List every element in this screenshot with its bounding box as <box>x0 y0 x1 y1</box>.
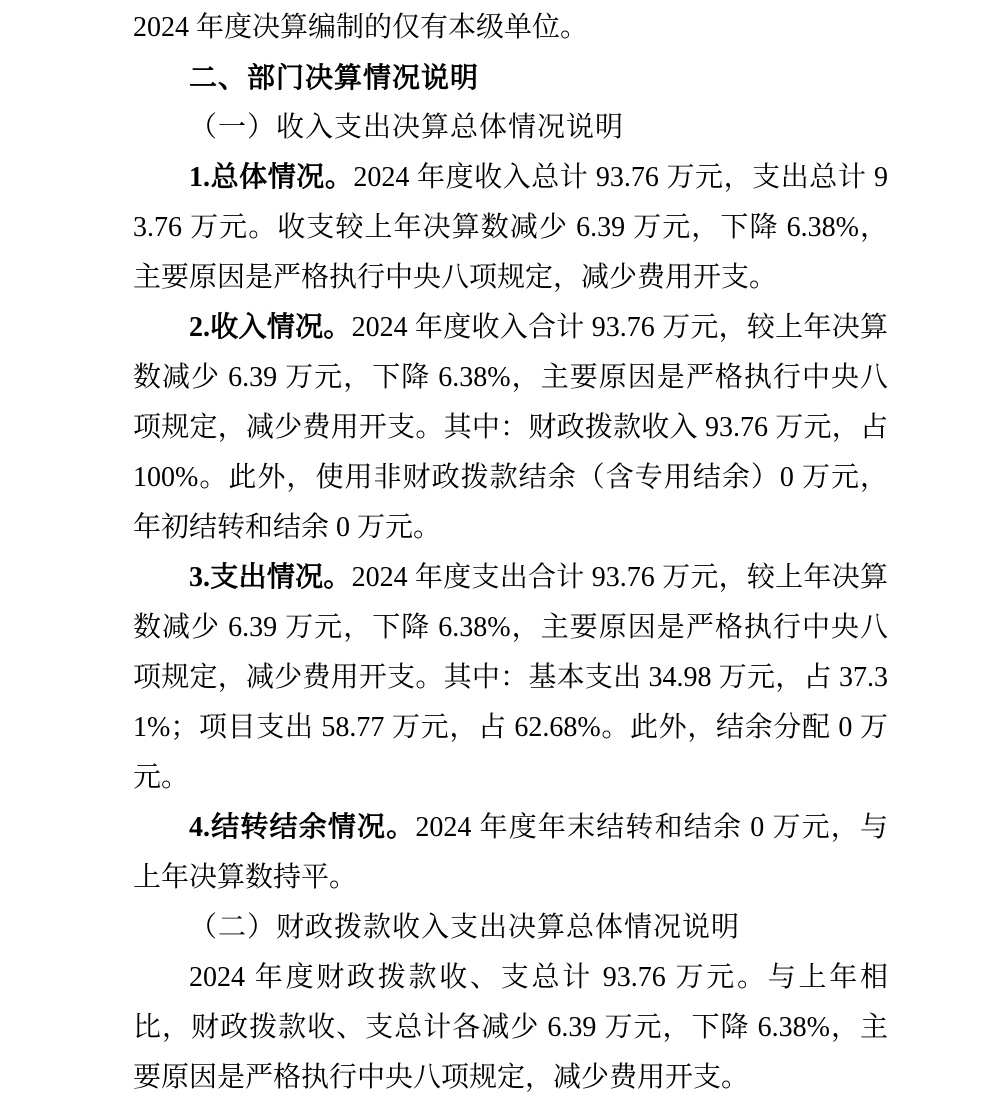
paragraph-overall-text: 2024 年度收入总计 93.76 万元，支出总计 93.76 万元。收支较上年决算数减少 6.39 万元，下降 6.38%，主要原因是严格执行中央八项规定，减少费用开支。 <box>133 162 888 293</box>
paragraph-fiscal-appropriation: 2024 年度财政拨款收、支总计 93.76 万元。与上年相比，财政拨款收、支总计各减少 6.39 万元，下降 6.38%，主要原因是严格执行中央八项规定，减少费用开支。 <box>133 962 888 1093</box>
continuation-paragraph: 2024 年度决算编制的仅有本级单位。 <box>133 12 589 43</box>
paragraph-expenditure-text: 2024 年度支出合计 93.76 万元，较上年决算数减少 6.39 万元，下降 6.38%，主要原因是严格执行中央八项规定，减少费用开支。其中：基本支出 34.98 万元，占 37.31%；项目支出 58.77 万元，占 62.68%。此外，结余分配 0 万元。 <box>133 562 888 793</box>
section-heading: 二、部门决算情况说明 <box>189 62 480 93</box>
paragraph-overall-lead: 1.总体情况。 <box>189 162 354 193</box>
paragraph-overall <box>133 153 888 303</box>
paragraph-carryover <box>133 803 888 903</box>
paragraph-income-text: 2024 年度收入合计 93.76 万元，较上年决算数减少 6.39 万元，下降 6.38%，主要原因是严格执行中央八项规定，减少费用开支。其中：财政拨款收入 93.76 万元，占 100%。此外，使用非财政拨款结余（含专用结余）0 万元，年初结转和结余 0 万元。 <box>133 312 888 543</box>
subsection-heading-1: （一）收入支出决算总体情况说明 <box>189 112 625 143</box>
paragraph-expenditure-lead: 3.支出情况。 <box>189 562 352 593</box>
paragraph-income <box>133 303 888 553</box>
subsection-heading-2: （二）财政拨款收入支出决算总体情况说明 <box>189 912 741 943</box>
paragraph-expenditure <box>133 553 888 803</box>
paragraph-carryover-text: 2024 年度年末结转和结余 0 万元，与上年决算数持平。 <box>133 812 888 893</box>
paragraph-carryover-lead: 4.结转结余情况。 <box>189 812 416 843</box>
paragraph-income-lead: 2.收入情况。 <box>189 312 352 343</box>
